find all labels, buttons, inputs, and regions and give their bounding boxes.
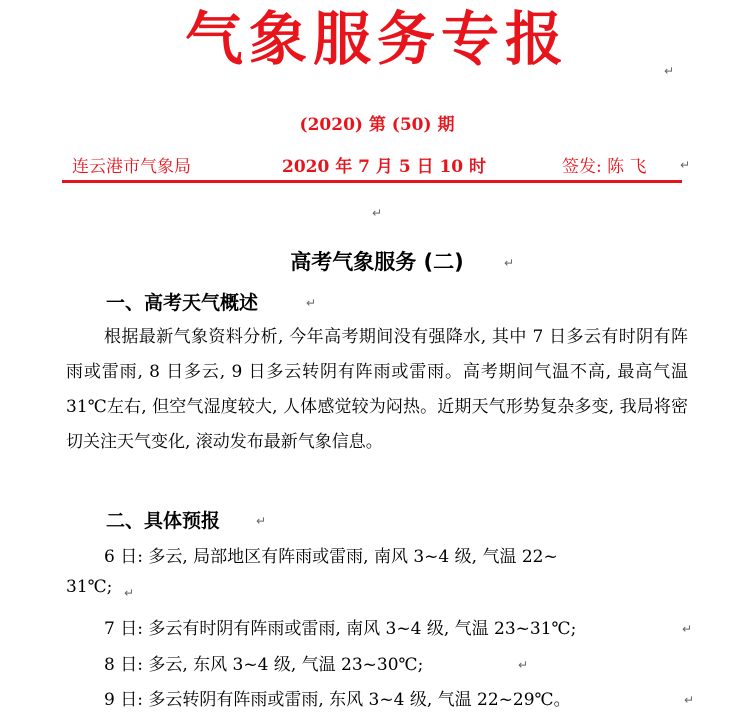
paragraph-mark: ↵ [518,658,529,672]
forecast-day-9: 9 日: 多云转阴有阵雨或雷雨, 东风 3~4 级, 气温 22~29℃。 [104,690,571,710]
paragraph-mark: ↵ [306,296,317,310]
header-divider [62,180,682,183]
paragraph-mark: ↵ [682,622,693,636]
paragraph-mark: ↵ [684,693,695,707]
paragraph-mark: ↵ [372,206,383,220]
paragraph-mark: ↵ [504,256,515,270]
issue-number: (2020) 第 (50) 期 [299,115,455,135]
paragraph-mark: ↵ [256,514,267,528]
section-heading-forecast: 二、具体预报 [106,510,221,532]
forecast-day-7: 7 日: 多云有时阴有阵雨或雷雨, 南风 3~4 级, 气温 23~31℃; [104,619,577,639]
section-heading-overview: 一、高考天气概述 [106,292,259,314]
paragraph-mark: ↵ [124,586,135,600]
paragraph-mark: ↵ [664,64,675,78]
overview-paragraph: 根据最新气象资料分析, 今年高考期间没有强降水, 其中 7 日多云有时阴有阵雨或雷雨, 8 日多云, 9 日多云转阴有阵雨或雷雨。高考期间气温不高, 最高气温 31℃左右, 但空气湿度较大, 人体感觉较为闷热。近期天气形势复杂多变, 我局将密切关注天气变化, 滚动发布最新气象信息。 [66,327,688,452]
document-title: 高考气象服务 (二) [290,250,464,274]
paragraph-mark: ↵ [680,158,691,172]
issuing-agency: 连云港市气象局 [72,157,191,177]
signer: 签发: 陈 飞 [562,157,647,177]
masthead-title: 气象服务专报 [184,5,569,73]
forecast-day-8: 8 日: 多云, 东风 3~4 级, 气温 23~30℃; [104,655,424,675]
forecast-day-6: 6 日: 多云, 局部地区有阵雨或雷雨, 南风 3~4 级, 气温 22~ [104,547,558,567]
forecast-day-6-cont: 31℃; [66,577,113,597]
issue-date: 2020 年 7 月 5 日 10 时 [282,157,487,177]
